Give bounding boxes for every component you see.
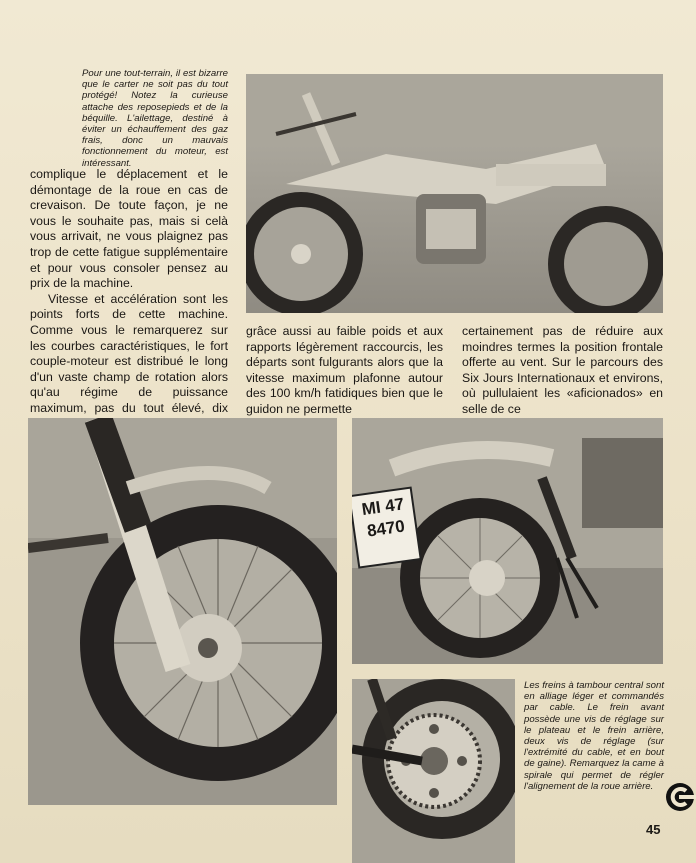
page-number: 45: [646, 822, 661, 837]
caption-bottom: Les freins à tambour central sont en alliage léger et commandés par cable. Le frein avant possède une vis de réglage sur le plateau et le frein arrière, deux vis de réglage (sur l'extrémité du cable, et en bout de gaine). Remarquez la came à spirale qui permet de régler l'alignement de la roue arrière.: [524, 680, 664, 792]
caption-top: Pour une tout-terrain, il est bizarre que le carter ne soit pas du tout protégé! Notez la curieuse attache des reposepieds et de la béquille. L'ailettage, destiné à éviter un échauffement des gaz frais, donc un mauvais fonctionnement du moteur, est intéressant.: [82, 68, 228, 169]
license-plate-line-1: MI 47: [360, 494, 406, 520]
article-column-2: [246, 324, 443, 418]
photo-rear-sprocket: [352, 679, 515, 863]
article-paragraph-2: Vitesse et accélération sont les points forts de cette machine. Comme vous le remarquerez sur les courbes caractéristiques, le fort couple-moteur est distribué le long d'un vaste champ de rotation alors qu'au régime de puissance maximum, pas du tout élevé, dix: [30, 291, 228, 415]
article-column-3: [462, 324, 663, 418]
article-paragraph-1: complique le déplacement et le démontage de la roue en cas de crevaison. De toute façon, je ne vous le souhaite pas, mais si celà vous arrivait, ne vous plaignez pas trop de cette fatigue supplémentaire et pour vous consoler pensez au prix de la machine.: [30, 167, 228, 291]
article-paragraph-4: certainement pas de réduire aux moindres termes la position frontale offerte au vent. Sur le parcours des Six Jours Internationaux et environs, où pullulaient les «aficionados» en selle de ce: [462, 324, 663, 416]
license-plate: [354, 492, 419, 565]
photo-front-wheel: [28, 418, 337, 805]
photo-rear-wheel: [352, 418, 663, 664]
magazine-logo-icon: [665, 782, 696, 812]
article-paragraph-3: grâce aussi au faible poids et aux rapports légèrement raccourcis, les départs sont fulgurants alors que la vitesse maximum plafonne autour des 100 km/h fatidiques bien que le guidon ne permette: [246, 324, 443, 416]
photo-motorcycle-side: [246, 74, 663, 313]
article-column-1: [30, 167, 228, 448]
license-plate-line-2: 8470: [365, 516, 406, 541]
